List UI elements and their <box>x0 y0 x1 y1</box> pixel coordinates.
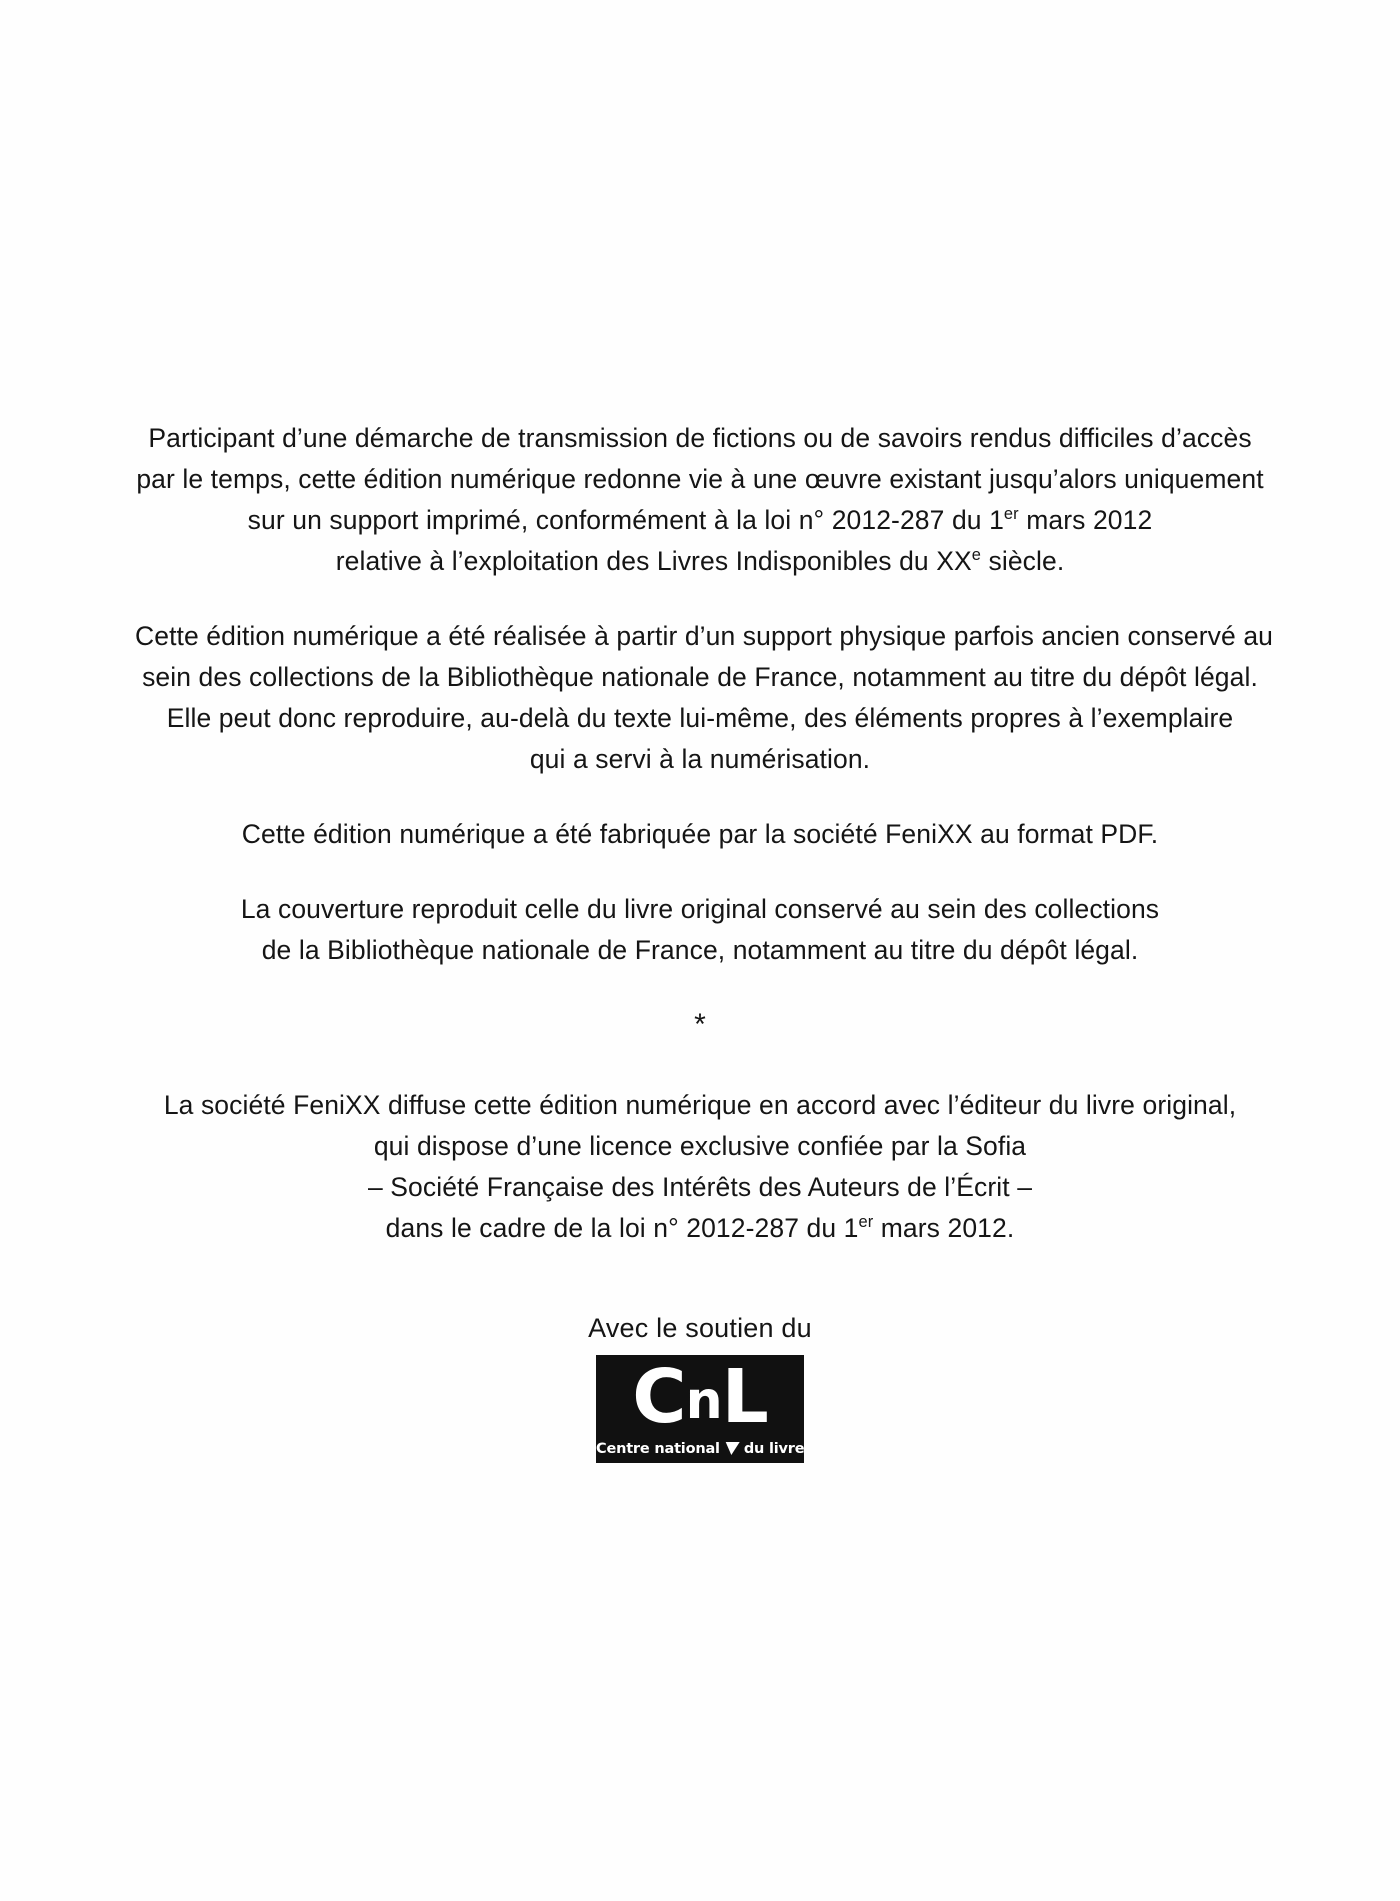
paragraph-diffusion-line-2: qui dispose d’une licence exclusive confiée par la Sofia <box>373 1131 1027 1161</box>
paragraph-format-line-1: Cette édition numérique a été fabriquée par la société FeniXX au format PDF. <box>241 819 1159 849</box>
paragraph-cover-line-2: de la Bibliothèque nationale de France, notamment au titre du dépôt légal. <box>261 935 1139 965</box>
paragraph-diffusion-line-4: dans le cadre de la loi n° 2012-287 du 1er mars 2012. <box>385 1213 1015 1243</box>
paragraph-intro <box>135 418 1265 582</box>
paragraph-diffusion-line-3: – Société Française des Intérêts des Auteurs de l’Écrit – <box>367 1172 1033 1202</box>
paragraph-intro-line-3: sur un support imprimé, conformément à la loi n° 2012-287 du 1er mars 2012 <box>247 505 1153 535</box>
cnl-logo-caption <box>596 1440 804 1458</box>
paragraph-source <box>135 616 1274 780</box>
ordinal-e: e <box>971 546 982 565</box>
cnl-letter-l: L <box>721 1355 768 1440</box>
cnl-letter-n: n <box>685 1371 722 1431</box>
cnl-caption-left: Centre national <box>596 1441 720 1457</box>
paragraph-intro-line-1: Participant d’une démarche de transmission de fictions ou de savoirs rendus difficiles d’accès <box>148 423 1252 453</box>
ordinal-er: er <box>858 1213 874 1232</box>
paragraph-intro-line-2: par le temps, cette édition numérique redonne vie à une œuvre existant jusqu’alors uniquement <box>136 464 1264 494</box>
paragraph-source-line-3: Elle peut donc reproduire, au-delà du texte lui-même, des éléments propres à l’exemplaire <box>166 703 1234 733</box>
paragraph-format <box>135 814 1265 855</box>
support-block <box>135 1311 1265 1463</box>
cnl-letter-c: C <box>632 1355 686 1440</box>
paragraph-intro-line-4: relative à l’exploitation des Livres Indisponibles du XXe siècle. <box>335 546 1065 576</box>
paragraph-cover-line-1: La couverture reproduit celle du livre original conservé au sein des collections <box>240 894 1160 924</box>
paragraph-diffusion <box>135 1085 1265 1249</box>
cnl-caption-right: du livre <box>743 1441 804 1457</box>
legal-notice-block <box>135 418 1274 1463</box>
paragraph-diffusion-line-1: La société FeniXX diffuse cette édition numérique en accord avec l’éditeur du livre original, <box>163 1090 1237 1120</box>
paragraph-source-line-1: Cette édition numérique a été réalisée à partir d’un support physique parfois ancien conservé au <box>135 621 1274 651</box>
paragraph-source-line-2: sein des collections de la Bibliothèque nationale de France, notamment au titre du dépôt légal. <box>142 662 1258 692</box>
check-icon <box>724 1442 739 1455</box>
paragraph-cover <box>135 889 1265 971</box>
support-label: Avec le soutien du <box>588 1313 812 1343</box>
paragraph-source-line-4: qui a servi à la numérisation. <box>529 744 871 774</box>
ordinal-er: er <box>1003 505 1019 524</box>
section-separator: * <box>694 1008 706 1041</box>
cnl-logo-letters <box>596 1357 804 1445</box>
cnl-logo <box>596 1355 804 1463</box>
